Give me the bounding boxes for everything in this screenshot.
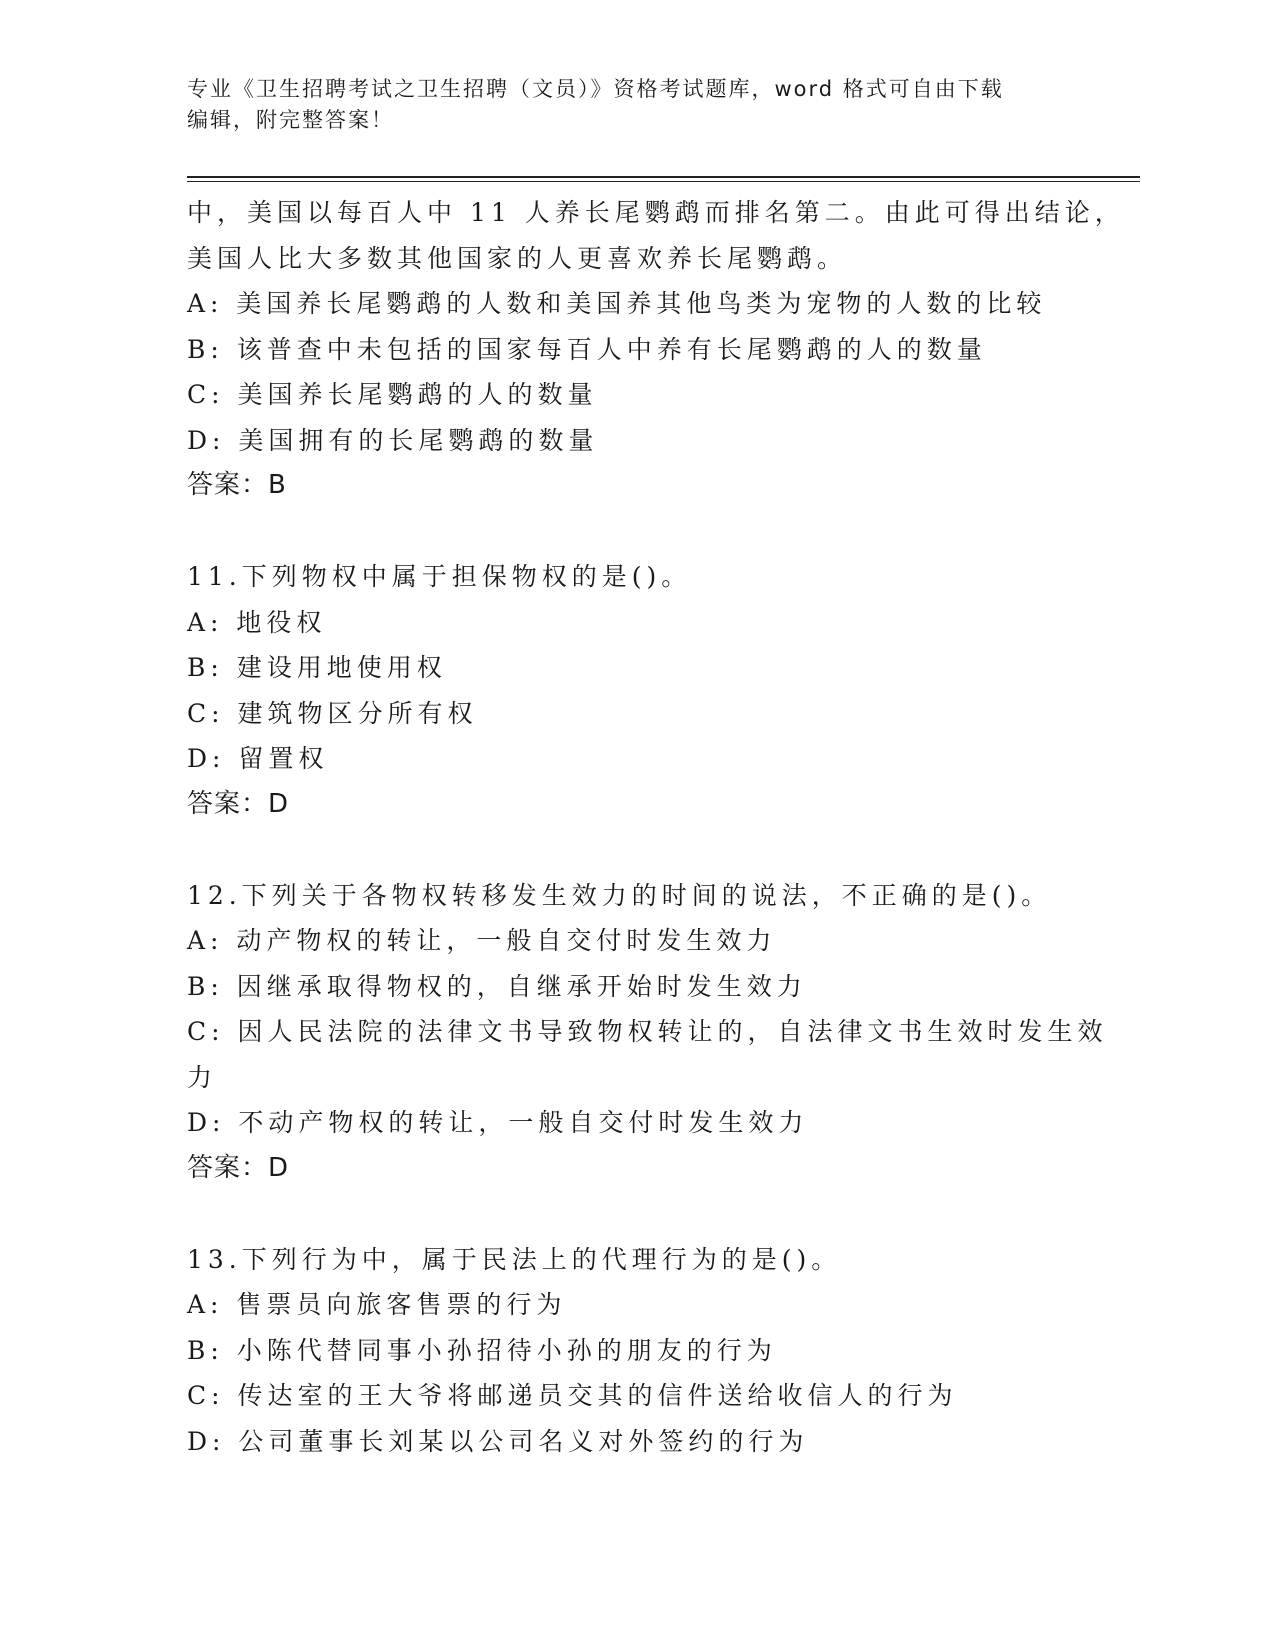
option-c: C: 传达室的王大爷将邮递员交其的信件送给收信人的行为	[187, 1381, 958, 1410]
header-title-line2: 编辑，附完整答案！	[187, 108, 394, 132]
answer-label: 答案：B	[187, 470, 287, 500]
question-11	[187, 554, 1087, 827]
option-a: A: 美国养长尾鹦鹉的人数和美国养其他鸟类为宠物的人数的比较	[187, 289, 1047, 318]
option-c: C: 因人民法院的法律文书导致物权转让的，自法律文书生效时发生效	[187, 1017, 1108, 1046]
question-stem-line: 中，美国以每百人中 11 人养长尾鹦鹉而排名第二。由此可得出结论，	[187, 198, 1125, 227]
header-divider-thin	[187, 181, 1140, 182]
option-d: D: 不动产物权的转让，一般自交付时发生效力	[187, 1108, 809, 1137]
answer-label: 答案：D	[187, 1152, 290, 1183]
option-c: C: 建筑物区分所有权	[187, 698, 478, 728]
question-stem: 12.下列关于各物权转移发生效力的时间的说法，不正确的是()。	[187, 880, 1052, 910]
header-divider-thick	[187, 176, 1140, 178]
option-b: B: 因继承取得物权的，自继承开始时发生效力	[187, 971, 807, 1001]
option-a: A: 动产物权的转让，一般自交付时发生效力	[187, 926, 777, 955]
option-a: A: 售票员向旅客售票的行为	[187, 1290, 567, 1319]
document-header	[187, 74, 1087, 136]
option-b: B: 该普查中未包括的国家每百人中养有长尾鹦鹉的人的数量	[187, 334, 987, 364]
answer-label: 答案：D	[187, 788, 290, 819]
option-d: D: 美国拥有的长尾鹦鹉的数量	[187, 425, 599, 455]
question-13	[187, 1237, 1087, 1465]
option-b: B: 建设用地使用权	[187, 653, 447, 682]
question-stem: 13.下列行为中，属于民法上的代理行为的是()。	[187, 1244, 842, 1274]
spacer	[187, 509, 1087, 555]
question-10	[187, 190, 1125, 509]
spacer	[187, 827, 1087, 873]
question-stem-line: 美国人比大多数其他国家的人更喜欢养长尾鹦鹉。	[187, 243, 848, 273]
option-c: C: 美国养长尾鹦鹉的人的数量	[187, 380, 598, 409]
option-a: A: 地役权	[187, 607, 327, 637]
option-d: D: 公司董事长刘某以公司名义对外签约的行为	[187, 1426, 809, 1456]
spacer	[187, 1191, 1087, 1237]
option-d: D: 留置权	[187, 744, 329, 773]
question-12	[187, 873, 1108, 1192]
option-c-continued: 力	[187, 1062, 218, 1092]
header-title-line1: 专业《卫生招聘考试之卫生招聘（文员）》资格考试题库，word 格式可自由下载	[187, 77, 1004, 101]
question-stem: 11.下列物权中属于担保物权的是()。	[187, 562, 692, 591]
option-b: B: 小陈代替同事小孙招待小孙的朋友的行为	[187, 1335, 777, 1365]
question-list	[187, 190, 1125, 1464]
